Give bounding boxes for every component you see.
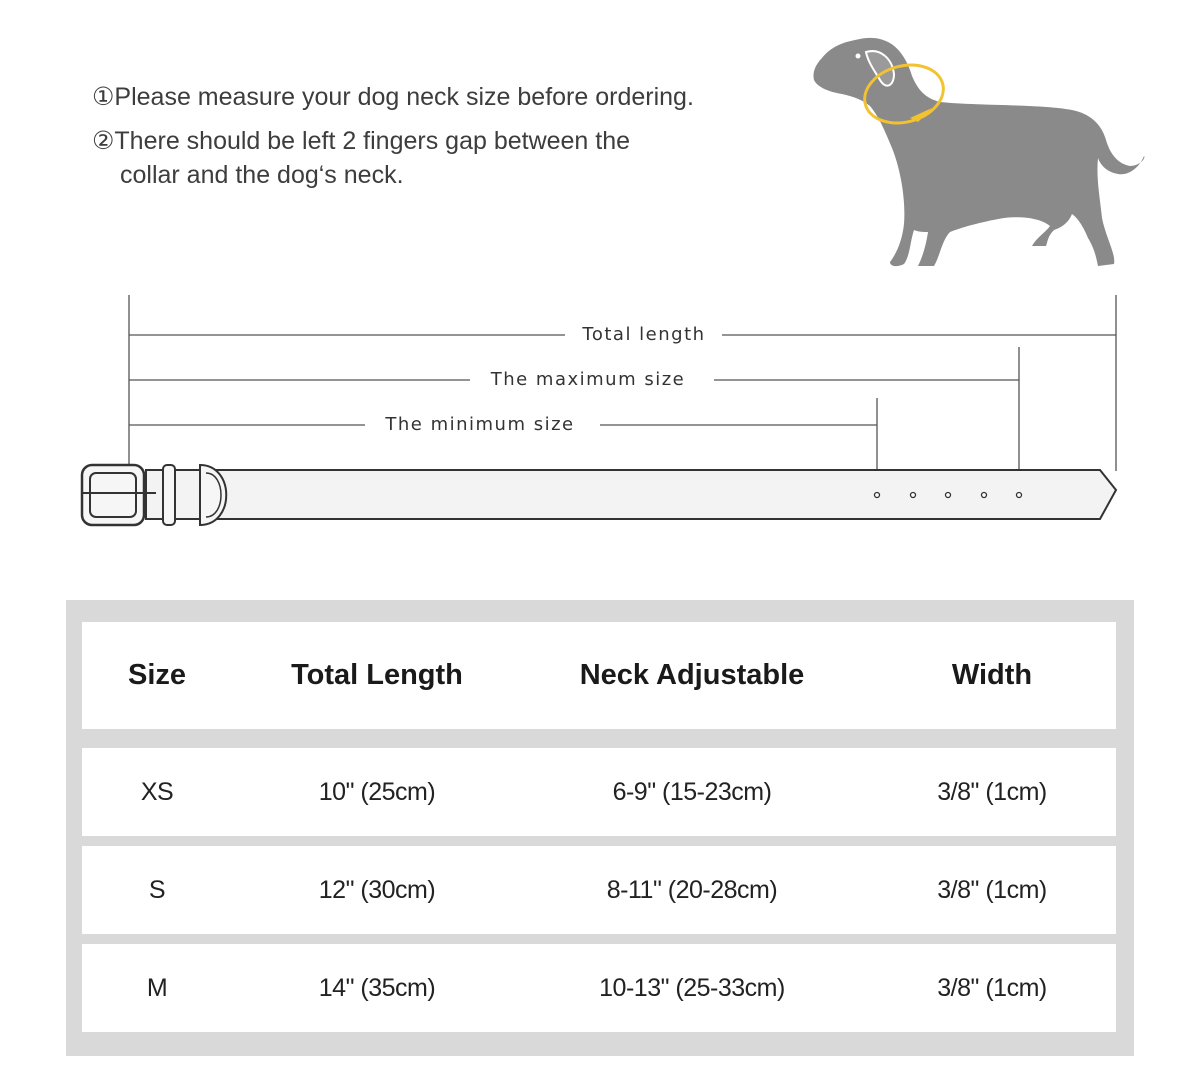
maximum-size-label: The maximum size bbox=[490, 369, 686, 390]
cell-neck-adjustable: 8-11" (20-28cm) bbox=[606, 875, 778, 904]
collar-hole bbox=[875, 493, 880, 498]
table-header-row bbox=[82, 622, 1116, 729]
cell-width: 3/8" (1cm) bbox=[937, 875, 1047, 904]
table-row bbox=[82, 944, 1116, 1032]
header-size: Size bbox=[127, 659, 187, 691]
cell-size: XS bbox=[140, 777, 174, 806]
instruction-2-continued: collar and the dog‘s neck. bbox=[120, 161, 404, 189]
collar-diagram bbox=[60, 285, 1140, 545]
collar-hole bbox=[911, 493, 916, 498]
cell-total-length: 14" (35cm) bbox=[318, 973, 436, 1002]
header-neck-adjustable: Neck Adjustable bbox=[579, 659, 805, 691]
dog-body bbox=[813, 38, 1144, 266]
dog-eye bbox=[856, 54, 861, 59]
dog-illustration bbox=[800, 18, 1160, 278]
cell-width: 3/8" (1cm) bbox=[937, 973, 1047, 1002]
collar-hole bbox=[1017, 493, 1022, 498]
table-row bbox=[82, 748, 1116, 836]
instructions bbox=[92, 80, 792, 192]
cell-size: S bbox=[148, 875, 166, 904]
keeper-loop bbox=[163, 465, 175, 525]
collar-svg bbox=[60, 285, 1140, 545]
header-total-length: Total Length bbox=[291, 659, 463, 691]
cell-width: 3/8" (1cm) bbox=[937, 777, 1047, 806]
instruction-1: ①Please measure your dog neck size before ordering. bbox=[92, 83, 694, 111]
instruction-2: ②There should be left 2 fingers gap between the bbox=[92, 127, 631, 155]
cell-total-length: 10" (25cm) bbox=[318, 777, 436, 806]
total-length-label: Total length bbox=[582, 324, 706, 345]
header-width: Width bbox=[951, 659, 1033, 691]
minimum-size-label: The minimum size bbox=[385, 414, 575, 435]
cell-size: M bbox=[146, 973, 168, 1002]
collar-strap bbox=[146, 470, 1116, 519]
size-table bbox=[66, 600, 1134, 1056]
table-row bbox=[82, 846, 1116, 934]
cell-neck-adjustable: 10-13" (25-33cm) bbox=[599, 973, 785, 1002]
cell-neck-adjustable: 6-9" (15-23cm) bbox=[612, 777, 772, 806]
collar-hole bbox=[982, 493, 987, 498]
cell-total-length: 12" (30cm) bbox=[318, 875, 436, 904]
dog-silhouette-icon bbox=[800, 18, 1160, 278]
collar-hole bbox=[946, 493, 951, 498]
